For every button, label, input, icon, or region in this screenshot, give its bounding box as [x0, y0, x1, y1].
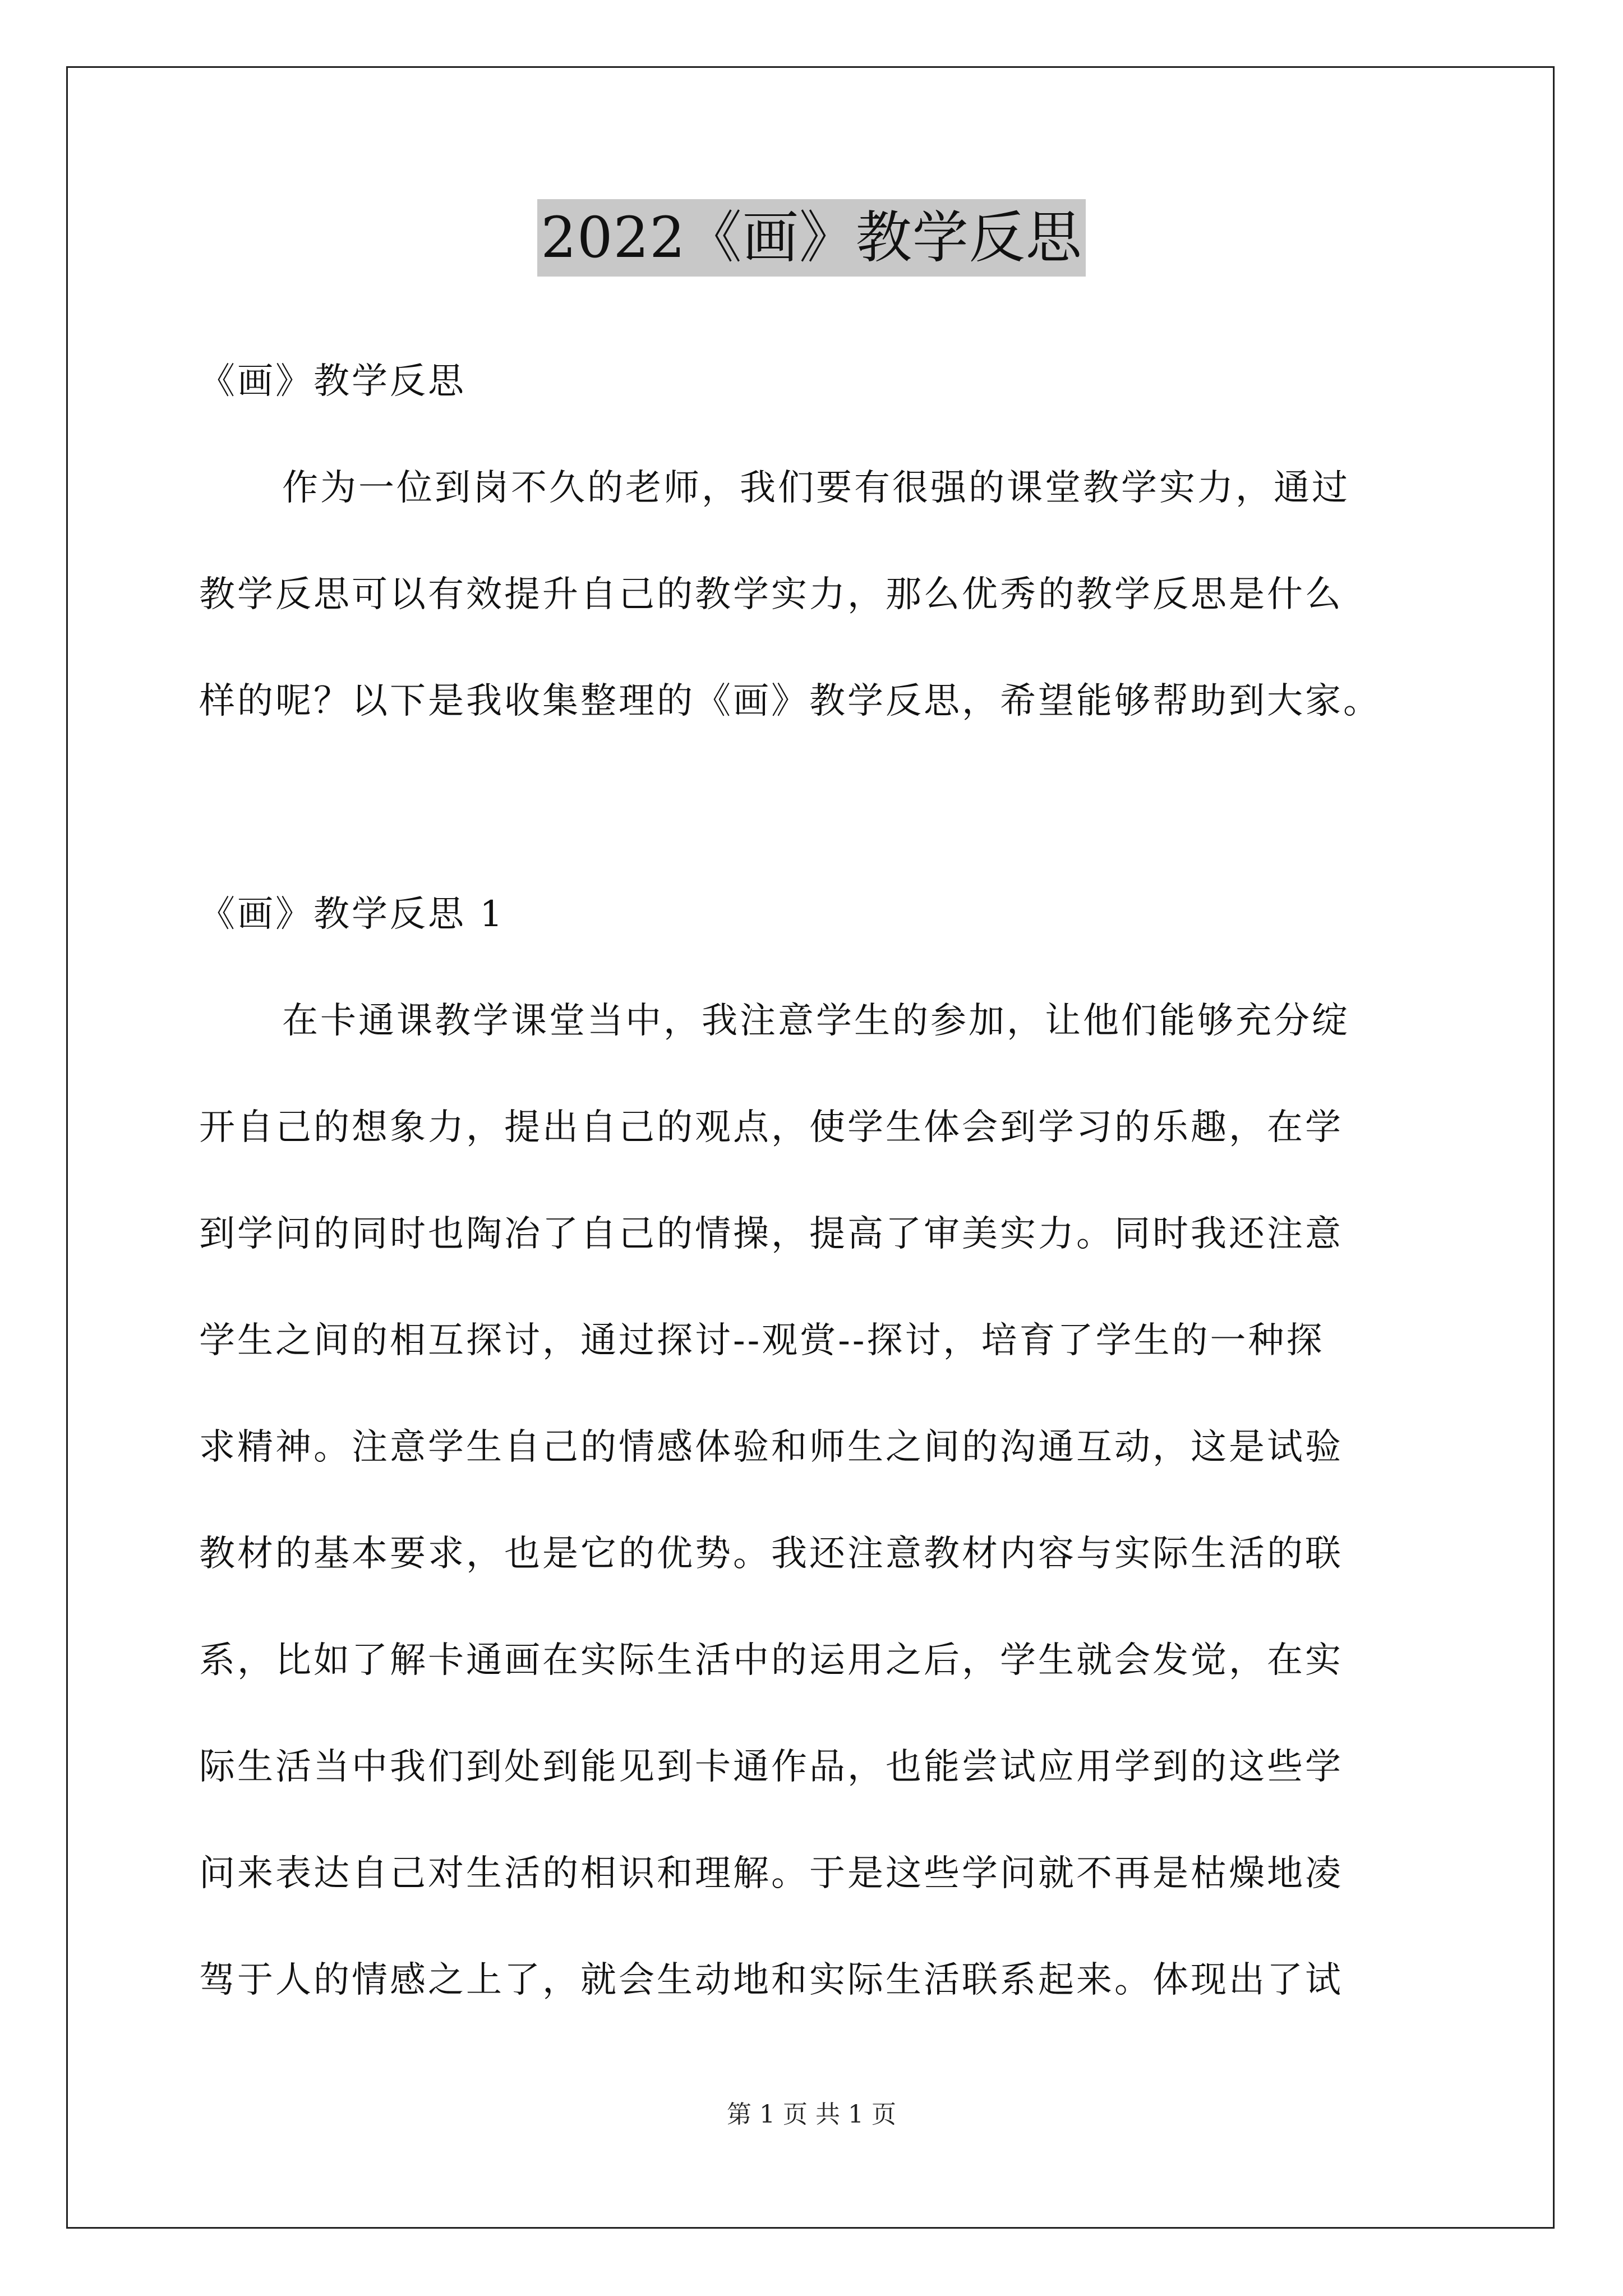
section-line-9: 问来表达自己对生活的相识和理解。于是这些学问就不再是枯燥地凌: [199, 1853, 1343, 1894]
section-line-3: 到学问的同时也陶冶了自己的情操，提高了审美实力。同时我还注意: [199, 1213, 1343, 1255]
section-line-7: 系，比如了解卡通画在实际生活中的运用之后，学生就会发觉，在实: [199, 1640, 1343, 1681]
section-line-10: 驾于人的情感之上了，就会生动地和实际生活联系起来。体现出了试: [199, 1959, 1343, 2001]
intro-line-2: 教学反思可以有效提升自己的教学实力，那么优秀的教学反思是什么: [199, 574, 1343, 615]
document-title: [0, 199, 1623, 277]
section-line-8: 际生活当中我们到处到能见到卡通作品，也能尝试应用学到的这些学: [199, 1746, 1343, 1788]
intro-line-1: 作为一位到岗不久的老师，我们要有很强的课堂教学实力，通过: [282, 467, 1350, 509]
section-line-2: 开自己的想象力，提出自己的观点，使学生体会到学习的乐趣，在学: [199, 1107, 1343, 1148]
section-line-1: 在卡通课教学课堂当中，我注意学生的参加，让他们能够充分绽: [282, 1000, 1350, 1042]
section-heading: 《画》教学反思 1: [199, 894, 505, 935]
intro-line-3: 样的呢？以下是我收集整理的《画》教学反思，希望能够帮助到大家。: [199, 680, 1381, 722]
subtitle: 《画》教学反思: [199, 361, 466, 402]
section-line-4: 学生之间的相互探讨，通过探讨--观赏--探讨，培育了学生的一种探: [199, 1320, 1325, 1361]
section-line-6: 教材的基本要求，也是它的优势。我还注意教材内容与实际生活的联: [199, 1533, 1343, 1575]
document-title-text: 2022《画》教学反思: [537, 199, 1086, 277]
section-line-5: 求精神。注意学生自己的情感体验和师生之间的沟通互动，这是试验: [199, 1427, 1343, 1468]
page-number-footer: 第 1 页 共 1 页: [727, 2100, 896, 2129]
